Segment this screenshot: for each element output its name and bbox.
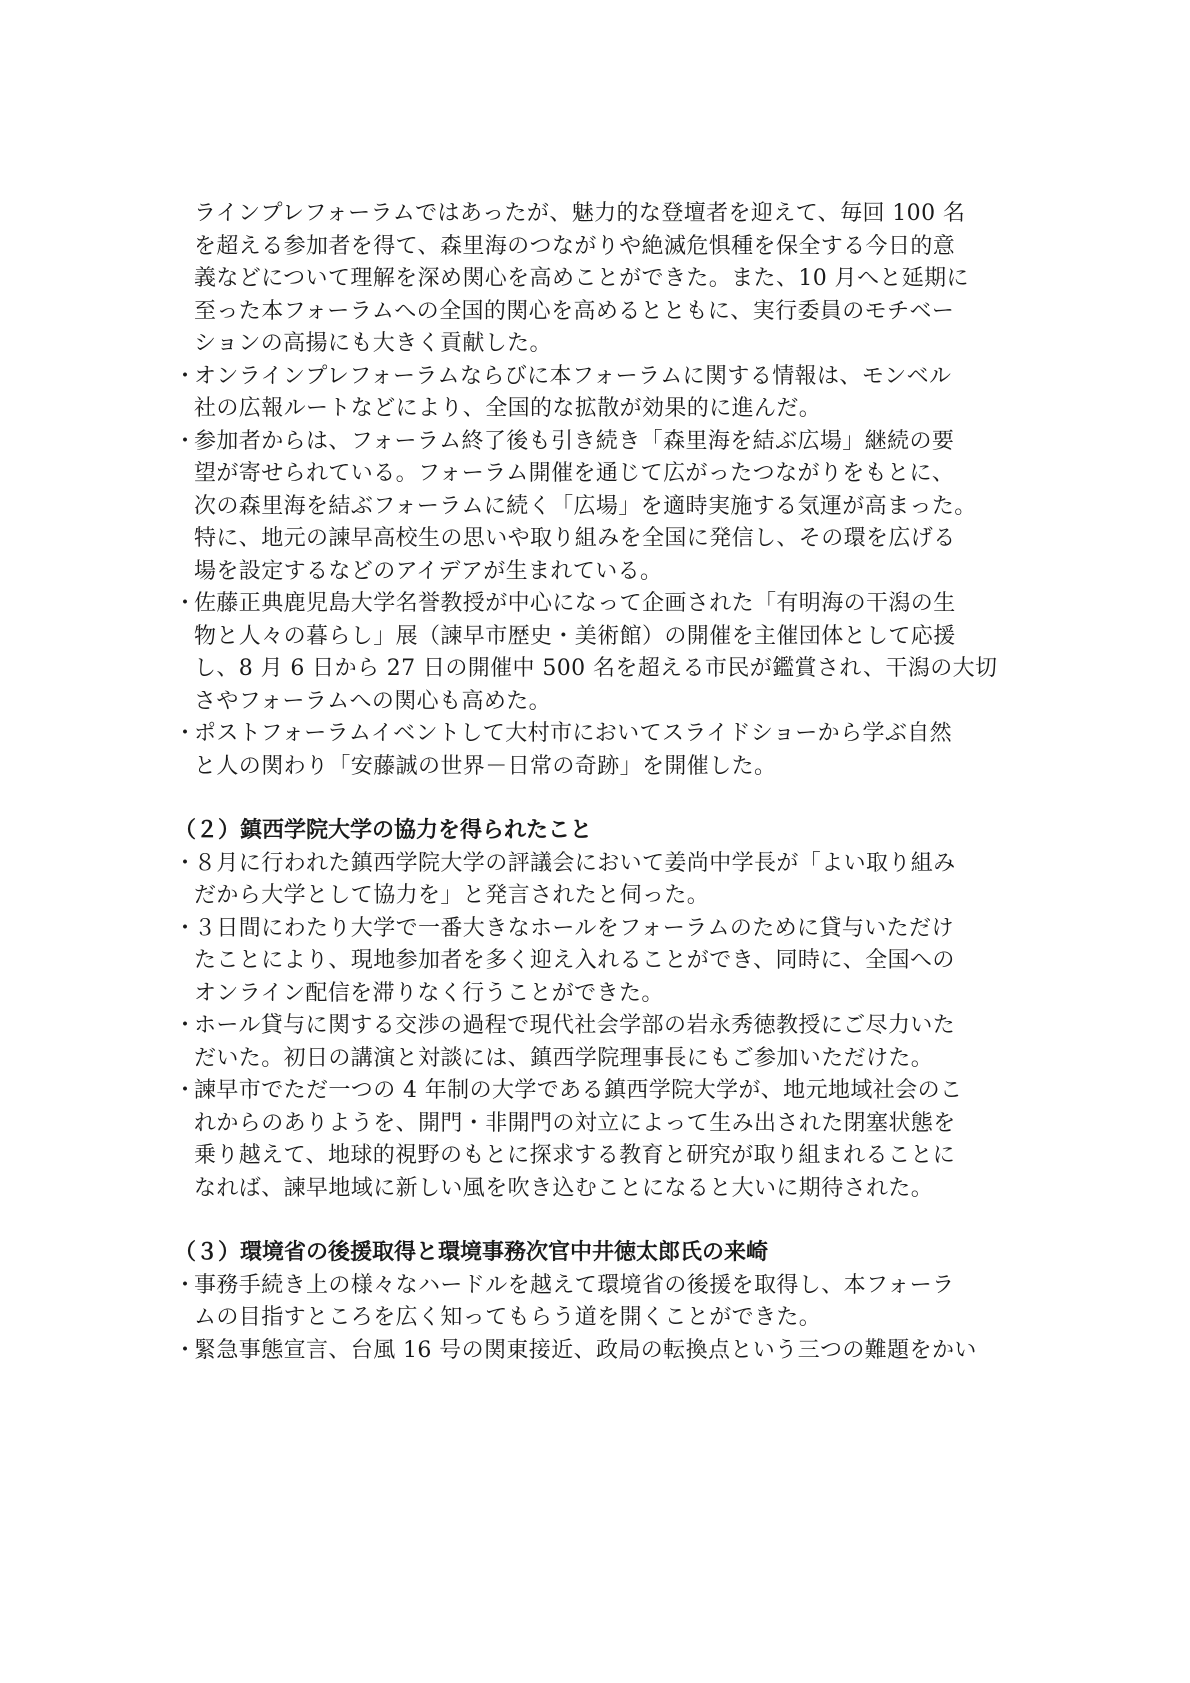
text-line: だから大学として協力を」と発言されたと伺った。 [194,883,710,908]
text-line: を超える参加者を得て、森里海のつながりや絶滅危惧種を保全する今日的意 [194,233,956,259]
text-line: 諫早市でただ一つの 4 年制の大学である鎮西学院大学が、地元地域社会のこ [194,1078,963,1103]
bullet-mark: ・ [174,915,197,941]
text-line: 場を設定するなどのアイデアが生まれている。 [194,558,663,584]
text-line: オンライン配信を滞りなく行うことができた。 [194,980,664,1006]
section-heading: （３）環境省の後援取得と環境事務次官中井徳太郎氏の来崎 [174,1240,769,1265]
text-line: 緊急事態宣言、台風 16 号の関東接近、政局の転換点という三つの難題をかい [194,1337,977,1363]
text-line: ８月に行われた鎮西学院大学の評議会において姜尚中学長が「よい取り組み [194,850,956,876]
bullet-item [174,1010,1026,1075]
intro-paragraph [174,198,1026,361]
text-line: れからのありようを、開門・非開門の対立によって生み出された閉塞状態を [194,1110,956,1136]
bullet-mark: ・ [174,1272,197,1298]
text-line: ホール貸与に関する交渉の過程で現代社会学部の岩永秀徳教授にご尽力いた [194,1013,956,1038]
bullet-mark: ・ [174,428,197,454]
text-line: 望が寄せられている。フォーラム開催を通じて広がったつながりをもとに、 [194,461,955,486]
text-line: 佐藤正典鹿児島大学名誉教授が中心になって企画された「有明海の干潟の生 [194,591,956,616]
text-line: オンラインプレフォーラムならびに本フォーラムに関する情報は、モンベル [194,363,952,389]
text-line: ションの高揚にも大きく貢献した。 [194,331,552,356]
bullet-item [174,588,1026,718]
bullet-item [174,1270,1026,1335]
text-line: 参加者からは、フォーラム終了後も引き続き「森里海を結ぶ広場」継続の要 [194,428,955,454]
text-line: 乗り越えて、地球的視野のもとに探求する教育と研究が取り組まれることに [194,1143,956,1168]
bullet-mark: ・ [174,1078,197,1103]
text-line: 義などについて理解を深め関心を高めことができた。また、10 月へと延期に [194,266,969,291]
bullet-item [174,1075,1026,1205]
text-line: と人の関わり「安藤誠の世界－日常の奇跡」を開催した。 [194,753,777,779]
bullet-mark: ・ [174,1337,197,1363]
text-line: 特に、地元の諫早高校生の思いや取り組みを全国に発信し、その環を広げる [194,526,956,551]
bullet-mark: ・ [174,363,197,389]
text-line: 社の広報ルートなどにより、全国的な拡散が効果的に進んだ。 [194,396,822,421]
bullet-item [174,361,1026,426]
bullet-mark: ・ [174,850,197,876]
text-line: し、8 月 6 日から 27 日の開催中 500 名を超える市民が鑑賞され、干潟の大切 [194,656,998,681]
bullet-item [174,848,1026,913]
bullet-mark: ・ [174,1013,197,1038]
text-line: なれば、諫早地域に新しい風を吹き込むことになると大いに期待された。 [194,1175,934,1201]
text-line: 至った本フォーラムへの全国的関心を高めるとともに、実行委員のモチベー [194,298,955,324]
text-line: 物と人々の暮らし」展（諫早市歴史・美術館）の開催を主催団体として応援 [194,623,956,649]
text-line: だいた。初日の講演と対談には、鎮西学院理事長にもご参加いただけた。 [194,1045,934,1071]
bullet-mark: ・ [174,721,197,746]
bullet-item [174,718,1026,783]
text-line: ムの目指すところを広く知ってもらう道を開くことができた。 [194,1305,822,1330]
bullet-item [174,913,1026,1011]
bullet-item [174,1335,1026,1368]
section-heading: （２）鎮西学院大学の協力を得られたこと [174,818,593,843]
bullet-mark: ・ [174,591,197,616]
document-body [174,198,1026,1367]
text-line: 次の森里海を結ぶフォーラムに続く「広場」を適時実施する気運が高まった。 [194,493,977,519]
text-line: ラインプレフォーラムではあったが、魅力的な登壇者を迎えて、毎回 100 名 [194,201,966,226]
text-line: 事務手続き上の様々なハードルを越えて環境省の後援を取得し、本フォーラ [194,1272,955,1298]
text-line: ポストフォーラムイベントして大村市においてスライドショーから学ぶ自然 [194,721,953,746]
text-line: たことにより、現地参加者を多く迎え入れることができ、同時に、全国への [194,948,955,973]
bullet-item [174,426,1026,589]
text-line: ３日間にわたり大学で一番大きなホールをフォーラムのために貸与いただけ [194,915,954,941]
text-line: さやフォーラムへの関心も高めた。 [194,688,552,714]
